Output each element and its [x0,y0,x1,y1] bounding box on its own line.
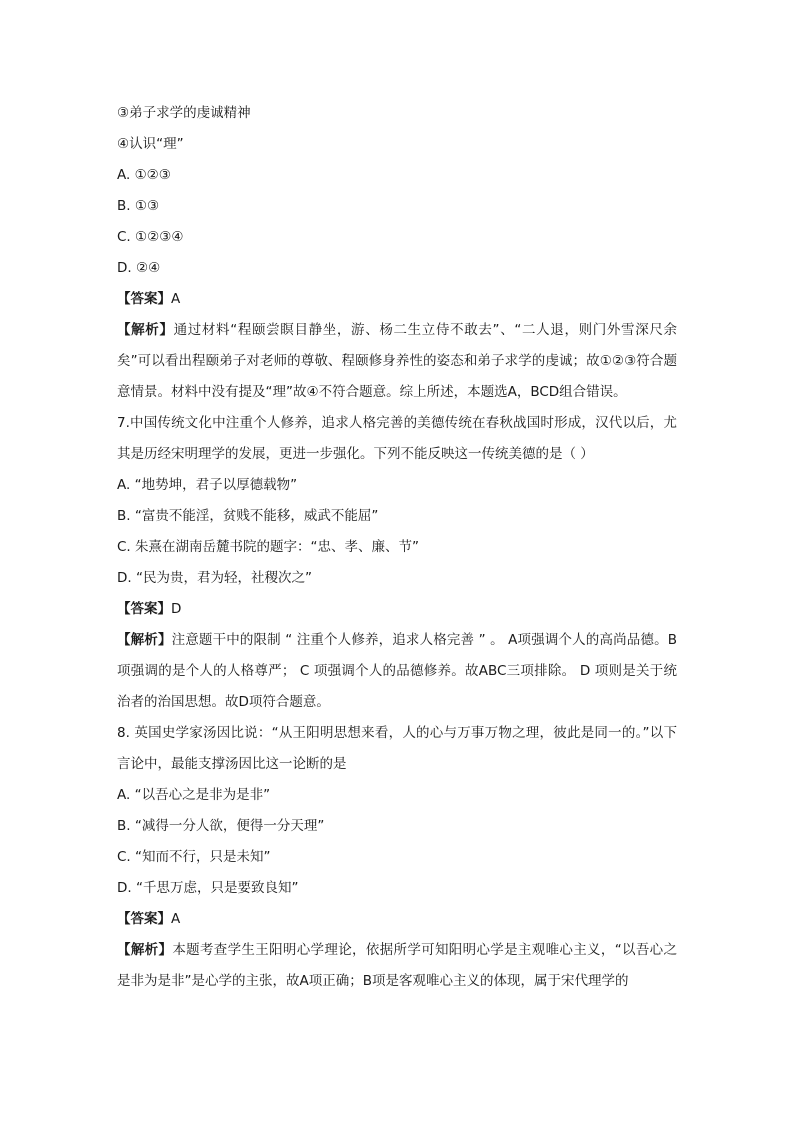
q8-option-b: B. “减得一分人欲，便得一分天理” [117,818,325,834]
analysis-label: 【解析】 [117,942,173,958]
answer-value: A [171,911,181,927]
analysis-label: 【解析】 [117,322,174,338]
q6-answer [117,284,677,315]
analysis-text: 注意题干中的限制 “ 注重个人修养，追求人格完善 ” 。 A项强调个人的高尚品德。B 项强调的是个人的人格尊严； C 项强调个人的品德修养。故ABC三项排除。 D 项则是关于统治者的治国思想。故D项符合题意。 [117,632,677,710]
q6-option-b: B. ①③ [117,198,160,214]
q6-option-c: C. ①②③④ [117,229,184,245]
q7-analysis [117,625,677,718]
answer-label: 【答案】 [117,291,171,307]
q8-option-c: C. “知而不行，只是未知” [117,849,271,865]
q7-option-d: D. “民为贵，君为轻，社稷次之” [117,570,312,586]
q6-item-3: ③弟子求学的虔诚精神 [117,105,251,121]
q8-option-a: A. “以吾心之是非为是非” [117,787,271,803]
document-page [117,98,677,997]
q6-option-a: A. ①②③ [117,167,171,183]
answer-value: A [171,291,181,307]
q7-stem: 7.中国传统文化中注重个人修养，追求人格完善的美德传统在春秋战国时形成，汉代以后，尤其是历经宋明理学的发展，更进一步强化。下列不能反映这一传统美德的是（ ） [117,415,677,462]
q6-analysis [117,315,677,408]
analysis-text: 本题考查学生王阳明心学理论，依据所学可知阳明心学是主观唯心主义，“以吾心之是非为是非”是心学的主张，故A项正确；B项是客观唯心主义的体现，属于宋代理学的 [117,942,678,989]
q6-item-4: ④认识“理” [117,136,184,152]
answer-label: 【答案】 [117,601,171,617]
q8-option-d: D. “千思万虑，只是要致良知” [117,880,299,896]
answer-label: 【答案】 [117,911,171,927]
q7-option-c: C. 朱熹在湖南岳麓书院的题字：“忠、孝、廉、节” [117,539,419,555]
q8-answer [117,904,677,935]
q7-answer [117,594,677,625]
q7-option-b: B. “富贵不能淫，贫贱不能移，威武不能屈” [117,508,379,524]
q8-analysis [117,935,677,997]
q8-stem: 8. 英国史学家汤因比说：“从王阳明思想来看，人的心与万事万物之理，彼此是同一的。”以下言论中，最能支撑汤因比这一论断的是 [117,725,677,772]
answer-value: D [171,601,182,617]
analysis-text: 通过材料“程颐尝瞑目静坐，游、杨二生立侍不敢去”、“二人退，则门外雪深尺余矣”可以看出程颐弟子对老师的尊敬、程颐修身养性的姿态和弟子求学的虔诚；故①②③符合题意情景。材料中没有提及“理”故④不符合题意。综上所述，本题选A，BCD组合错误。 [117,322,678,400]
q7-option-a: A. “地势坤，君子以厚德载物” [117,477,298,493]
analysis-label: 【解析】 [117,632,172,648]
q6-option-d: D. ②④ [117,260,161,276]
